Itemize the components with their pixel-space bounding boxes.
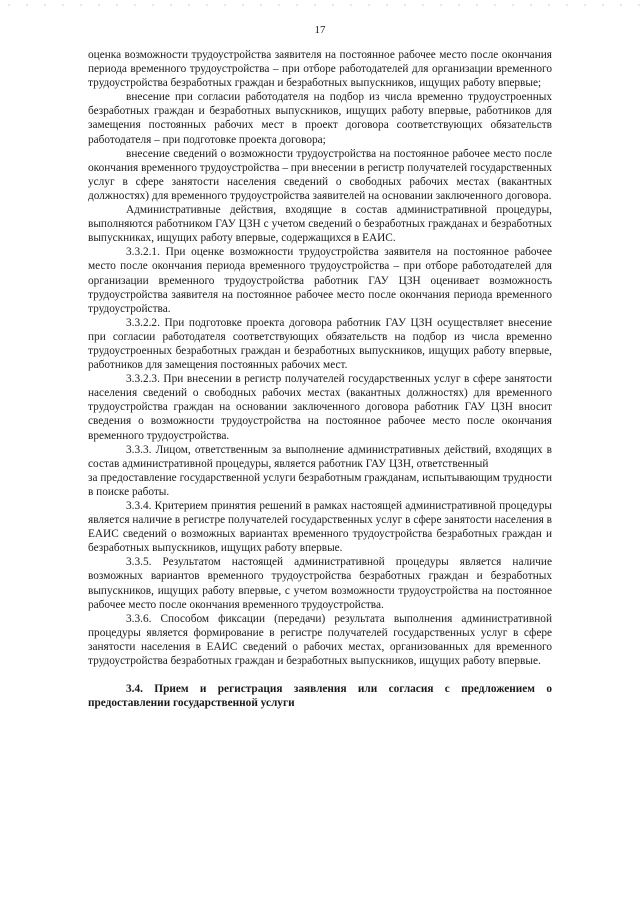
paragraph-2: внесение при согласии работодателя на подбор из числа временно трудоустроенных безработных граждан и безработных выпускников, ищущих работу впервые, работников для замещения постоянных рабочих мест в проект договора соответствующих обязательств работодателя – при подготовке проекта договора;	[88, 91, 552, 146]
paragraph-3-3-3-continued: за предоставление государственной услуги безработным гражданам, испытывающим трудности в поиске работы.	[88, 471, 552, 498]
scan-edge-dots	[0, 2, 640, 8]
paragraph-1: оценка возможности трудоустройства заявителя на постоянное рабочее место после окончания периода временного трудоустройства – при отборе работодателей для организации временного трудоустройства безработных граждан и безработных выпускников, ищущих работу впервые;	[88, 49, 552, 90]
paragraph-3-3-2-2: 3.3.2.2. При подготовке проекта договора работник ГАУ ЦЗН осуществляет внесение при согласии работодателя соответствующих обязательств на подбор из числа временно трудоустроенных безработных граждан и безработных выпускников, ищущих работу впервые, работников для замещения постоянных рабочих мест.	[88, 316, 552, 372]
paragraph-3-3-3: 3.3.3. Лицом, ответственным за выполнение административных действий, входящих в состав административной процедуры, является работник ГАУ ЦЗН, ответственный	[88, 443, 552, 470]
section-heading-3-4: 3.4. Прием и регистрация заявления или согласия с предложением о предоставлении государственной услуги	[88, 683, 552, 710]
paragraph-3-3-6: 3.3.6. Способом фиксации (передачи) результата выполнения административной процедуры является формирование в регистре получателей государственных услуг в сфере занятости населения в ЕАИС сведений о рабочих местах, организованных для временного трудоустройства безработных граждан и безработных выпускников, ищущих работу впервые.	[88, 612, 552, 668]
paragraph-4: Административные действия, входящие в состав административной процедуры, выполняются работником ГАУ ЦЗН с учетом сведений о безработных гражданах и безработных выпускниках, ищущих работу впервые, содержащихся в ЕАИС.	[88, 204, 552, 245]
paragraph-3-3-2-3: 3.3.2.3. При внесении в регистр получателей государственных услуг в сфере занятости населения сведений о свободных рабочих местах (вакантных должностях) для временного трудоустройства граждан на основании заключенного договора работник ГАУ ЦЗН вносит сведения о возможности трудоустройства на постоянное рабочее место после окончания временного трудоустройства.	[88, 373, 552, 442]
document-body	[88, 48, 552, 710]
paragraph-3-3-5: 3.3.5. Результатом настоящей административной процедуры является наличие возможных вариантов временного трудоустройства безработных граждан и безработных выпускников, ищущих работу впервые, с учетом возможности трудоустройства на постоянное рабочее место после окончания временного трудоустройства.	[88, 556, 552, 611]
page-number: 17	[314, 24, 326, 36]
paragraph-3-3-4: 3.3.4. Критерием принятия решений в рамках настоящей административной процедуры является наличие в регистре получателей государственных услуг в сфере занятости населения в ЕАИС сведений о возможных вариантах временного трудоустройства безработных граждан и безработных выпускников, ищущих работу впервые.	[88, 500, 552, 555]
paragraph-3: внесение сведений о возможности трудоустройства на постоянное рабочее место после окончания временного трудоустройства – при внесении в регистр получателей государственных услуг в сфере занятости населения сведений о свободных рабочих местах (вакантных должностях) для временного трудоустройства заявителей на основании заключенного договора.	[88, 147, 552, 202]
paragraph-3-3-2-1: 3.3.2.1. При оценке возможности трудоустройства заявителя на постоянное рабочее место после окончания периода временного трудоустройства – при отборе работодателей для организации временного трудоустройства работник ГАУ ЦЗН оценивает возможность трудоустройства заявителя на постоянное рабочее место после окончания периода временного трудоустройства.	[88, 246, 552, 315]
